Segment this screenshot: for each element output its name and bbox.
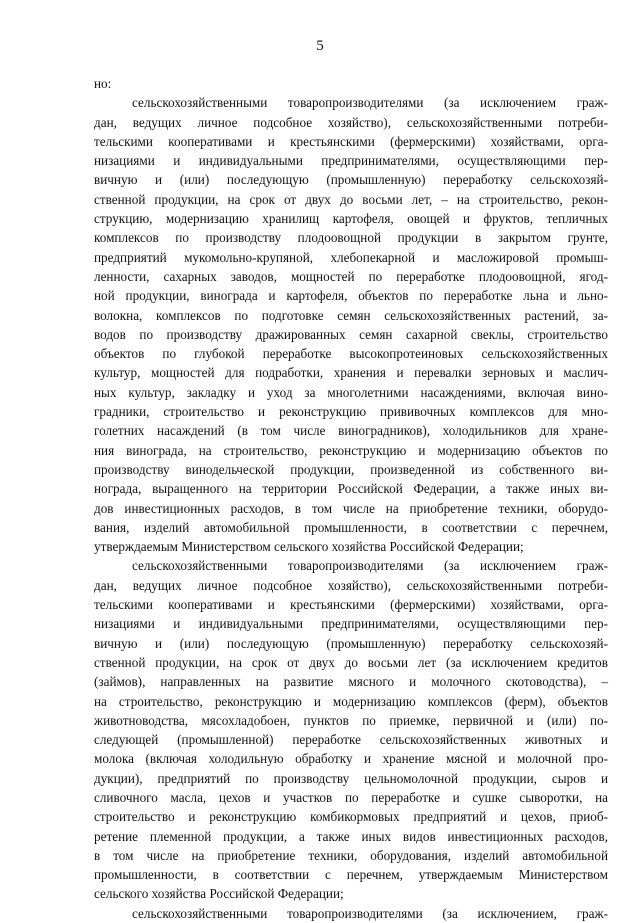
text-line: градники, строительство и реконструкцию прививочных комплексов для мно- (94, 404, 608, 420)
text-line: предприятий мукомольно-крупяной, хлебопекарной и масложировой промыш- (94, 249, 608, 265)
text-line: дов инвестиционных расходов, в том числе на приобретение техники, оборудо- (94, 500, 608, 516)
text-line: тельскими кооперативами и крестьянскими (фермерскими) хозяйствами, орга- (94, 597, 608, 613)
text-line: производству винодельческой продукции, произведенной из собственного ви- (94, 461, 608, 477)
text-line: водов по производству дражированных семян сахарной свеклы, строительство (94, 326, 608, 342)
text-line: промышленности, в соответствии с перечнем, утверждаемым Министерством (94, 867, 608, 883)
text-line: волокна, комплексов по подготовке семян сельскохозяйственных растений, за- (94, 307, 608, 323)
text-line: дан, ведущих личное подсобное хозяйство), сельскохозяйственными потреби- (94, 577, 608, 593)
text-line: сельскохозяйственными товаропроизводителями (за исключением граж- (132, 558, 608, 574)
text-line: утверждаемым Министерством сельского хозяйства Российской Федерации; (94, 539, 524, 555)
text-line: сельскохозяйственными товаропроизводителями (за исключением граж- (132, 95, 608, 111)
text-line: объектов по глубокой переработке высокопротеиновых сельскохозяйственных (94, 346, 608, 362)
text-line: низациями и индивидуальными предпринимателями, осуществляющими пер- (94, 616, 608, 632)
text-line: животноводства, мясохладобоен, пунктов по приемке, первичной и (или) по- (94, 712, 608, 728)
text-line: комплексов по производству плодоовощной продукции в закрытом грунте, (94, 230, 608, 246)
text-line: нограда, выращенного на территории Российской Федерации, а также иных ви- (94, 481, 608, 497)
text-line: следующей (промышленной) переработке сельскохозяйственных животных и (94, 732, 608, 748)
text-line: ленности, сахарных заводов, мощностей по переработке плодоовощной, ягод- (94, 268, 608, 284)
text-line: струкцию, модернизацию хранилищ картофеля, овощей и фруктов, тепличных (94, 211, 608, 227)
text-line: сельскохозяйственными товаропроизводителями (за исключением, граж- (132, 905, 608, 921)
text-line: культур, мощностей для подработки, хранения и перевалки зерновых и маслич- (94, 365, 608, 381)
text-line: дан, ведущих личное подсобное хозяйство), сельскохозяйственными потреби- (94, 114, 608, 130)
text-line: ственной продукции, на срок от двух до восьми лет (за исключением кредитов (94, 654, 608, 670)
text-line: ной продукции, винограда и картофеля, объектов по переработке льна и льно- (94, 288, 608, 304)
page-number: 5 (316, 38, 324, 54)
text-line: (займов), направленных на развитие мясного и молочного скотоводства), – (94, 674, 608, 690)
text-line: тельскими кооперативами и крестьянскими (фермерскими) хозяйствами, орга- (94, 133, 608, 149)
text-line: дукции), предприятий по производству цельномолочной продукции, сыров и (94, 770, 608, 786)
text-line: в том числе на приобретение техники, оборудования, изделий автомобильной (94, 847, 608, 863)
text-line: строительство и реконструкцию комбикормовых предприятий и цехов, приоб- (94, 809, 608, 825)
text-line: молока (включая холодильную обработку и хранение мясной и молочной про- (94, 751, 608, 767)
text-line: вичную и (или) последующую (промышленную) переработку сельскохозяй- (94, 635, 608, 651)
text-line: ния винограда, на строительство, реконструкцию и модернизацию объектов по (94, 442, 608, 458)
text-line: ственной продукции, на срок от двух до восьми лет, – на строительство, рекон- (94, 191, 608, 207)
text-line: сливочного масла, цехов и участков по переработке и сушке сыворотки, на (94, 789, 608, 805)
document-body (94, 74, 608, 923)
text-line: ретение племенной продукции, а также иных видов инвестиционных расходов, (94, 828, 608, 844)
text-line: вичную и (или) последующую (промышленную) переработку сельскохозяй- (94, 172, 608, 188)
text-line: вания, изделий автомобильной промышленности, в соответствии с перечнем, (94, 519, 608, 535)
text-line: на строительство, реконструкцию и модернизацию комплексов (ферм), объектов (94, 693, 608, 709)
text-line: ных культур, закладку и уход за многолетними насаждениями, включая вино- (94, 384, 608, 400)
text-line: сельского хозяйства Российской Федерации; (94, 886, 344, 902)
text-line: низациями и индивидуальными предпринимателями, осуществляющими пер- (94, 153, 608, 169)
text-line: но: (94, 76, 112, 91)
text-line: голетних насаждений (в том числе виноградников), холодильников для хране- (94, 423, 608, 439)
